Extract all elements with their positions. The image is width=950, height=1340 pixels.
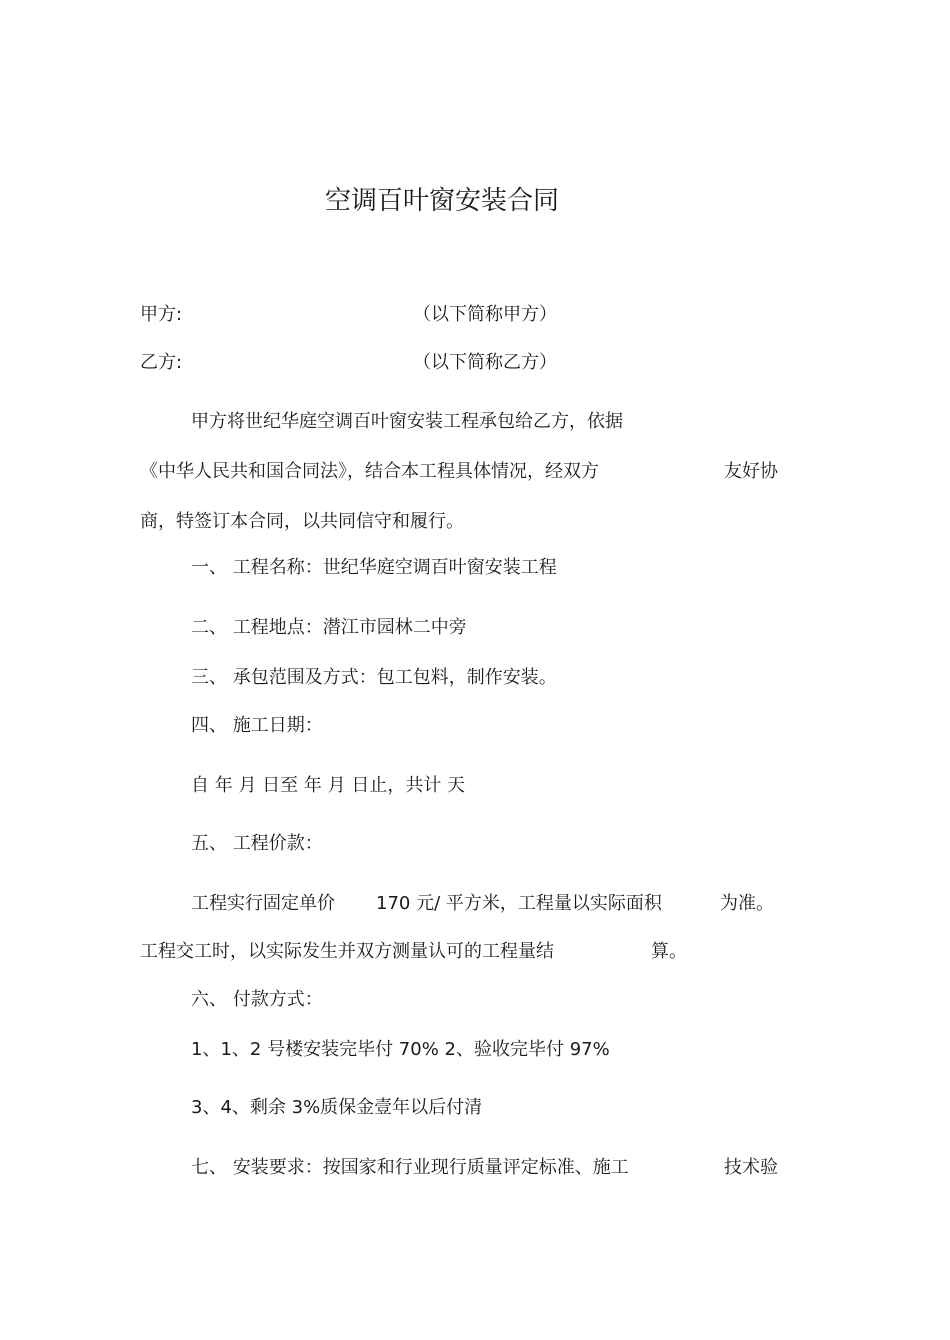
section-7a: 七、 安装要求：按国家和行业现行质量评定标准、施工 bbox=[191, 1157, 629, 1178]
section-2: 二、 工程地点：潜江市园林二中旁 bbox=[191, 617, 467, 638]
section-5-line-2b: 算。 bbox=[651, 941, 687, 962]
section-6-line-2: 3、4、剩余 3%质保金壹年以后付清 bbox=[191, 1097, 483, 1118]
section-5: 五、 工程价款： bbox=[191, 833, 323, 854]
intro-line-1: 甲方将世纪华庭空调百叶窗安装工程承包给乙方，依据 bbox=[191, 411, 623, 432]
party-a-note: （以下简称甲方） bbox=[413, 304, 557, 325]
section-5-line-1a: 工程实行固定单价 bbox=[191, 893, 335, 914]
intro-line-2a: 《中华人民共和国合同法》，结合本工程具体情况，经双方 bbox=[140, 461, 599, 482]
section-4: 四、 施工日期： bbox=[191, 715, 323, 736]
section-1: 一、 工程名称：世纪华庭空调百叶窗安装工程 bbox=[191, 557, 557, 578]
party-b-label: 乙方: bbox=[140, 352, 183, 373]
section-6-line-1: 1、1、2 号楼安装完毕付 70% 2、验收完毕付 97% bbox=[191, 1039, 610, 1060]
section-5-line-1c: 为准。 bbox=[720, 893, 774, 914]
intro-line-2b: 友好协 bbox=[724, 461, 778, 482]
section-7b: 技术验 bbox=[724, 1157, 778, 1178]
party-a-label: 甲方: bbox=[140, 304, 183, 325]
section-3: 三、 承包范围及方式：包工包料，制作安装。 bbox=[191, 667, 557, 688]
section-5-line-2a: 工程交工时，以实际发生并双方测量认可的工程量结 bbox=[140, 941, 554, 962]
section-6: 六、 付款方式： bbox=[191, 989, 323, 1010]
party-b-note: （以下简称乙方） bbox=[413, 352, 557, 373]
document-title: 空调百叶窗安装合同 bbox=[325, 186, 560, 216]
intro-line-3: 商，特签订本合同，以共同信守和履行。 bbox=[140, 511, 464, 532]
section-4-dates: 自 年 月 日至 年 月 日止，共计 天 bbox=[191, 775, 466, 796]
section-5-line-1b: 170 元/ 平方米，工程量以实际面积 bbox=[376, 893, 662, 914]
